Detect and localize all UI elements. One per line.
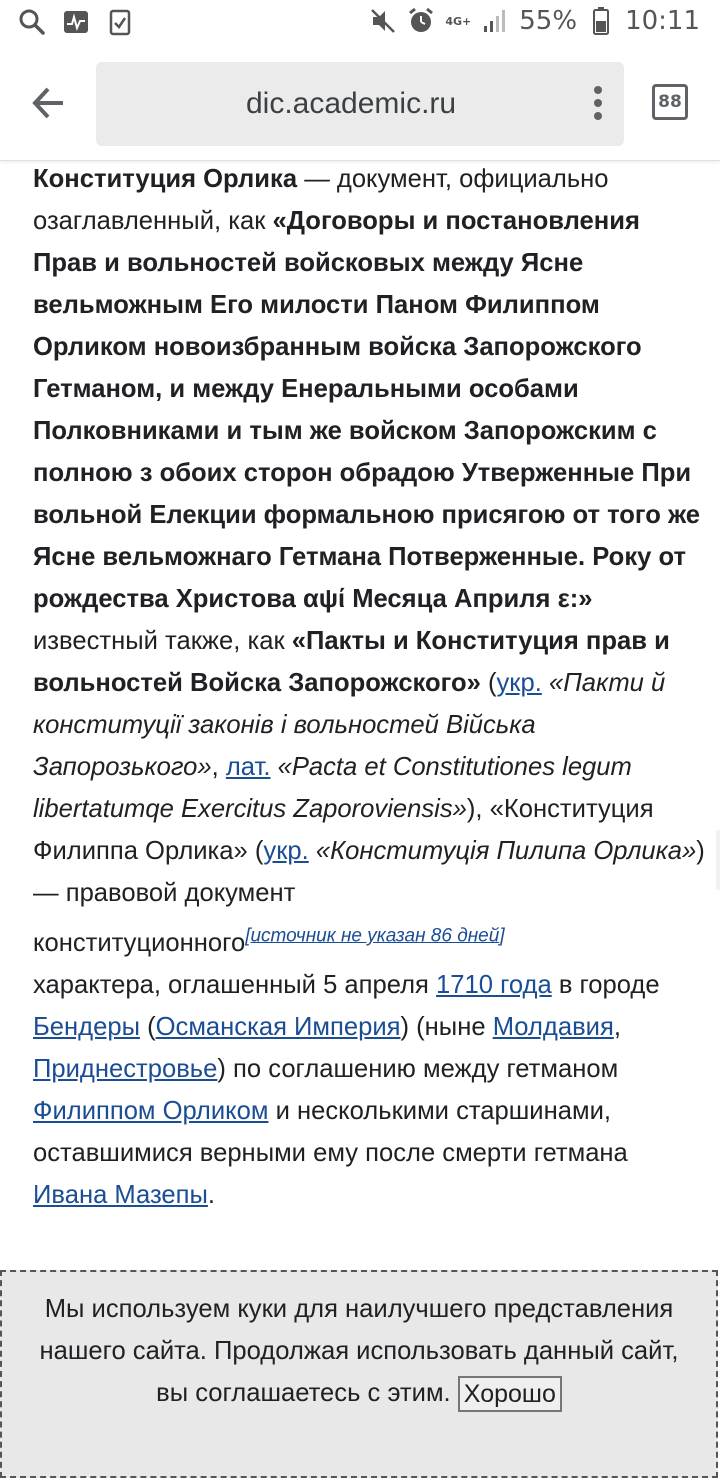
tab-switcher-button[interactable]: 88 xyxy=(652,84,688,120)
status-left-icons xyxy=(18,8,134,36)
article-body xyxy=(33,158,705,1216)
text-run: ) по соглашению между гетманом xyxy=(217,1055,619,1083)
status-bar xyxy=(0,0,720,48)
activity-icon xyxy=(62,8,90,36)
arrow-back-icon xyxy=(29,83,69,123)
text-run: , xyxy=(613,1013,621,1041)
clock: 10:11 xyxy=(625,6,700,36)
official-title: «Договоры и постановления Прав и вольностей войсковых между Ясне вельможным Его милости Паном Филиппом Орликом новоизбранным войска Запорожского Гетманом, и между Енеральными особами Полковниками и тым же войском Запорожским с полною з обоих сторон обрадою Утверженные При вольной Елекции формальною присягою от того же Ясне вельможнаго Гетмана Потверженные. Року от рождества Христова αψί Месяца Априля ε:» xyxy=(33,207,701,613)
ukr-title: «Пакти й конституції законів і вольностей Війська Запорозького» xyxy=(33,669,666,781)
article-title-term: Конституция Орлика xyxy=(33,165,298,193)
link-lat[interactable]: лат. xyxy=(225,753,271,781)
alt-title: «Пакты и Конституция прав и вольностей Войска Запорожского» xyxy=(33,627,670,697)
back-button[interactable] xyxy=(24,78,74,128)
citation-needed xyxy=(245,925,504,946)
text-run: — документ, официально озаглавленный, как xyxy=(33,165,609,235)
link-ottoman-empire[interactable]: Османская Империя xyxy=(155,1013,401,1041)
text-run: и несколькими старшинами, оставшимися верными ему после смерти гетмана xyxy=(33,1097,628,1167)
text-run: ( xyxy=(480,669,497,697)
text-run: ), «Конституция Филиппа Орлика» ( xyxy=(33,795,654,865)
address-bar[interactable] xyxy=(96,62,624,146)
link-ukr[interactable]: укр. xyxy=(496,669,542,697)
link-transnistria[interactable]: Приднестровье xyxy=(33,1055,218,1083)
task-check-icon xyxy=(106,8,134,36)
text-run: конституционного xyxy=(33,929,246,957)
link-1710[interactable]: 1710 года xyxy=(436,971,552,999)
browser-toolbar xyxy=(0,48,720,161)
cookie-message xyxy=(32,1288,686,1414)
text-run: в городе xyxy=(551,971,660,999)
search-icon xyxy=(18,8,46,36)
text-run: . xyxy=(207,1181,216,1209)
status-right-icons xyxy=(369,6,700,36)
mute-icon xyxy=(369,7,397,35)
link-moldova[interactable]: Молдавия xyxy=(492,1013,614,1041)
text-run: ) (ныне xyxy=(400,1013,493,1041)
link-orlik[interactable]: Филиппом Орликом xyxy=(33,1097,269,1125)
cookie-banner xyxy=(0,1270,718,1478)
alarm-icon xyxy=(407,7,435,35)
network-type-label: 4G+ xyxy=(445,14,472,28)
battery-icon xyxy=(587,7,615,35)
battery-percent: 55% xyxy=(519,6,578,36)
more-menu-icon[interactable] xyxy=(592,84,604,124)
article-paragraph-2 xyxy=(33,922,705,1216)
cookie-text: Мы используем куки для наилучшего представления нашего сайта. Продолжая использовать данный сайт, вы соглашаетесь с этим. xyxy=(39,1295,679,1407)
cite-bracket: [ xyxy=(245,925,251,947)
link-bendery[interactable]: Бендеры xyxy=(33,1013,140,1041)
cookie-ok-button[interactable]: Хорошо xyxy=(458,1376,562,1412)
scrollbar[interactable] xyxy=(716,830,720,890)
text-run: , xyxy=(211,753,226,781)
text-run: известный также, как xyxy=(33,627,292,655)
url-text[interactable]: dic.academic.ru xyxy=(246,87,457,120)
text-run: характера, оглашенный 5 апреля xyxy=(33,971,437,999)
cite-bracket: ] xyxy=(499,925,505,947)
signal-icon xyxy=(481,7,509,35)
lat-title: «Pacta et Constitutiones legum libertatumqe Exercitus Zaporoviensis» xyxy=(33,753,632,823)
text-run: ) — правовой документ xyxy=(33,837,705,907)
article-paragraph xyxy=(33,158,705,914)
link-mazepa[interactable]: Ивана Мазепы xyxy=(33,1181,208,1209)
citation-needed-link[interactable]: источник не указан 86 дней xyxy=(250,925,500,947)
ukr-title-2: «Конституція Пилипа Орлика» xyxy=(308,837,697,865)
link-ukr-2[interactable]: укр. xyxy=(263,837,309,865)
text-run: ( xyxy=(139,1013,156,1041)
